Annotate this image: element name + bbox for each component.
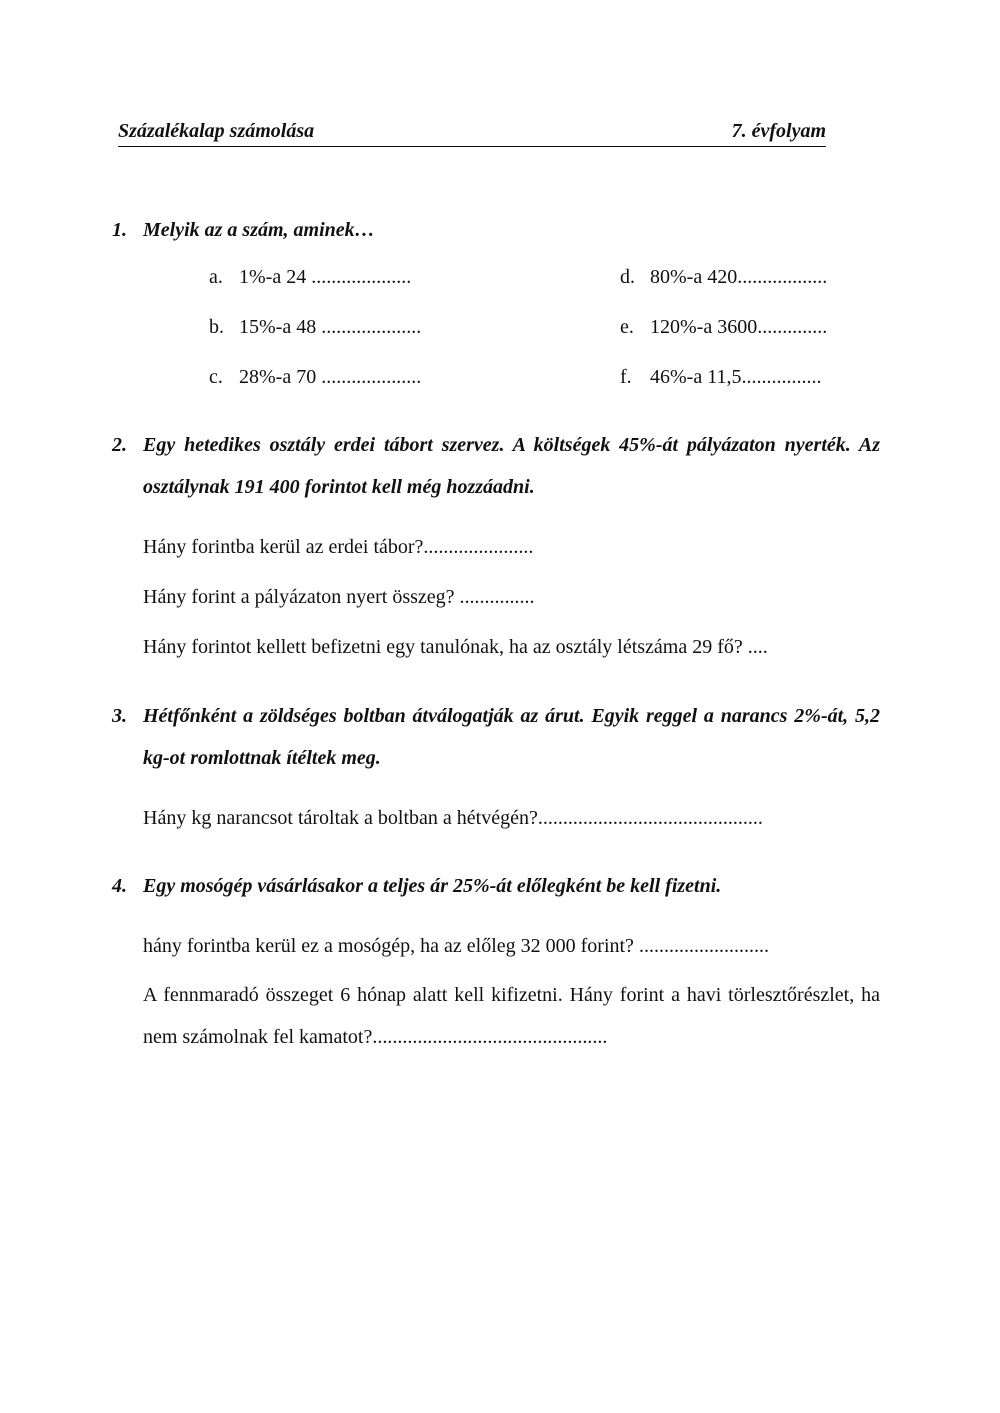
question-1-item-e [620, 316, 827, 339]
question-4-line-1: hány forintba kerül ez a mosógép, ha az előleg 32 000 forint? .......................... [143, 935, 769, 957]
item-text: 80%-a 420.................. [650, 266, 828, 288]
question-number: 4. [112, 875, 127, 897]
question-2-line-3: Hány forintot kellett befizetni egy tanulónak, ha az osztály létszáma 29 fő? .... [143, 636, 768, 658]
question-number: 2. [112, 434, 127, 456]
worksheet-title: Százalékalap számolása [118, 120, 315, 142]
question-4-title [112, 865, 880, 907]
question-2-line-1: Hány forintba kerül az erdei tábor?...................... [143, 536, 534, 558]
question-text: Hétfőnként a zöldséges boltban átválogatják az árut. Egyik reggel a narancs 2%-át, 5,2 kg-ot romlottnak ítéltek meg. [143, 705, 880, 769]
item-text: 28%-a 70 .................... [239, 366, 422, 388]
grade-label: 7. évfolyam [731, 120, 826, 142]
item-label: e. [620, 316, 634, 338]
item-text: 1%-a 24 .................... [239, 266, 412, 288]
question-1-item-d [620, 266, 827, 289]
item-label: c. [209, 366, 223, 388]
item-text: 46%-a 11,5................ [650, 366, 822, 388]
question-text: Egy hetedikes osztály erdei tábort szervez. A költségek 45%-át pályázaton nyerték. Az osztálynak 191 400 forintot kell még hozzáadni. [143, 434, 880, 498]
question-3-line: Hány kg narancsot tároltak a boltban a hétvégén?............................................. [143, 807, 763, 829]
question-4-paragraph: A fennmaradó összeget 6 hónap alatt kell kifizetni. Hány forint a havi törlesztőrészlet, ha nem számolnak fel kamatot?............................................... [143, 984, 880, 1048]
question-3-title [112, 695, 880, 779]
question-1-title [112, 209, 880, 251]
question-2-title [112, 424, 880, 508]
question-text: Egy mosógép vásárlásakor a teljes ár 25%-át előlegként be kell fizetni. [143, 875, 722, 897]
question-number: 3. [112, 705, 127, 727]
worksheet-header [118, 120, 826, 147]
item-label: d. [620, 266, 635, 288]
question-1-item-c [209, 366, 421, 389]
question-1-item-b [209, 316, 421, 339]
question-1-item-a [209, 266, 411, 289]
question-number: 1. [112, 219, 127, 241]
item-text: 120%-a 3600.............. [650, 316, 828, 338]
question-text: Melyik az a szám, aminek… [143, 219, 375, 241]
item-text: 15%-a 48 .................... [239, 316, 422, 338]
item-label: b. [209, 316, 224, 338]
question-2-line-2: Hány forint a pályázaton nyert összeg? ............... [143, 586, 535, 608]
item-label: f. [620, 366, 632, 388]
item-label: a. [209, 266, 223, 288]
question-1-item-f [620, 366, 821, 389]
